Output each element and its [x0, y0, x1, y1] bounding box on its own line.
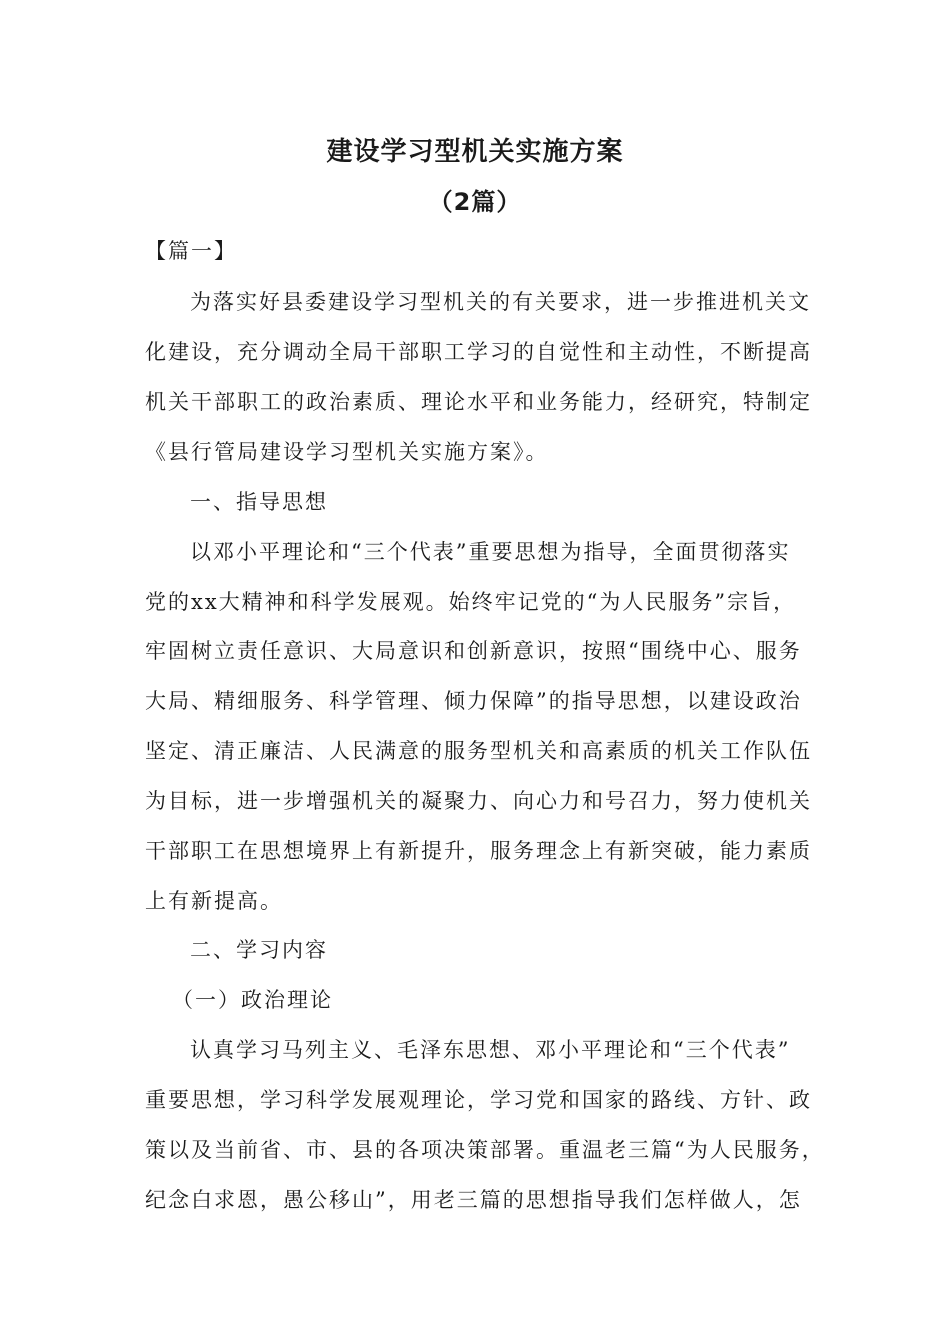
subsection-heading: （一）政治理论: [172, 988, 333, 1012]
paragraph-line: 为落实好县委建设学习型机关的有关要求，进一步推进机关文: [190, 290, 811, 314]
paragraph-line: 重要思想，学习科学发展观理论，学习党和国家的路线、方针、政: [145, 1088, 812, 1112]
paragraph-line: 认真学习马列主义、毛泽东思想、邓小平理论和“三个代表”: [190, 1038, 791, 1062]
paragraph-line: 上有新提高。: [145, 889, 283, 913]
paragraph-line: 策以及当前省、市、县的各项决策部署。重温老三篇“为人民服务，: [145, 1138, 825, 1162]
section-heading: 一、指导思想: [190, 490, 328, 514]
paragraph-line: 干部职工在思想境界上有新提升，服务理念上有新突破，能力素质: [145, 839, 812, 863]
section-label: 【篇一】: [145, 239, 237, 263]
paragraph-line: 《县行管局建设学习型机关实施方案》。: [145, 440, 549, 464]
paragraph-line: 大局、精细服务、科学管理、倾力保障”的指导思想，以建设政治: [145, 689, 802, 713]
section-heading: 二、学习内容: [190, 938, 328, 962]
paragraph-line: 党的xx大精神和科学发展观。始终牢记党的“为人民服务”宗旨，: [145, 590, 797, 614]
paragraph-line: 以邓小平理论和“三个代表”重要思想为指导，全面贯彻落实: [190, 540, 791, 564]
paragraph-line: 机关干部职工的政治素质、理论水平和业务能力，经研究，特制定: [145, 390, 812, 414]
paragraph-line: 牢固树立责任意识、大局意识和创新意识，按照“围绕中心、服务: [145, 639, 802, 663]
paragraph-line: 坚定、清正廉洁、人民满意的服务型机关和高素质的机关工作队伍: [145, 739, 812, 763]
document-subtitle: （2篇）: [428, 188, 522, 216]
paragraph-line: 为目标，进一步增强机关的凝聚力、向心力和号召力，努力使机关: [145, 789, 812, 813]
paragraph-line: 化建设，充分调动全局干部职工学习的自觉性和主动性，不断提高: [145, 340, 812, 364]
paragraph-line: 纪念白求恩，愚公移山”，用老三篇的思想指导我们怎样做人，怎: [145, 1188, 802, 1212]
document-title: 建设学习型机关实施方案: [326, 137, 624, 167]
